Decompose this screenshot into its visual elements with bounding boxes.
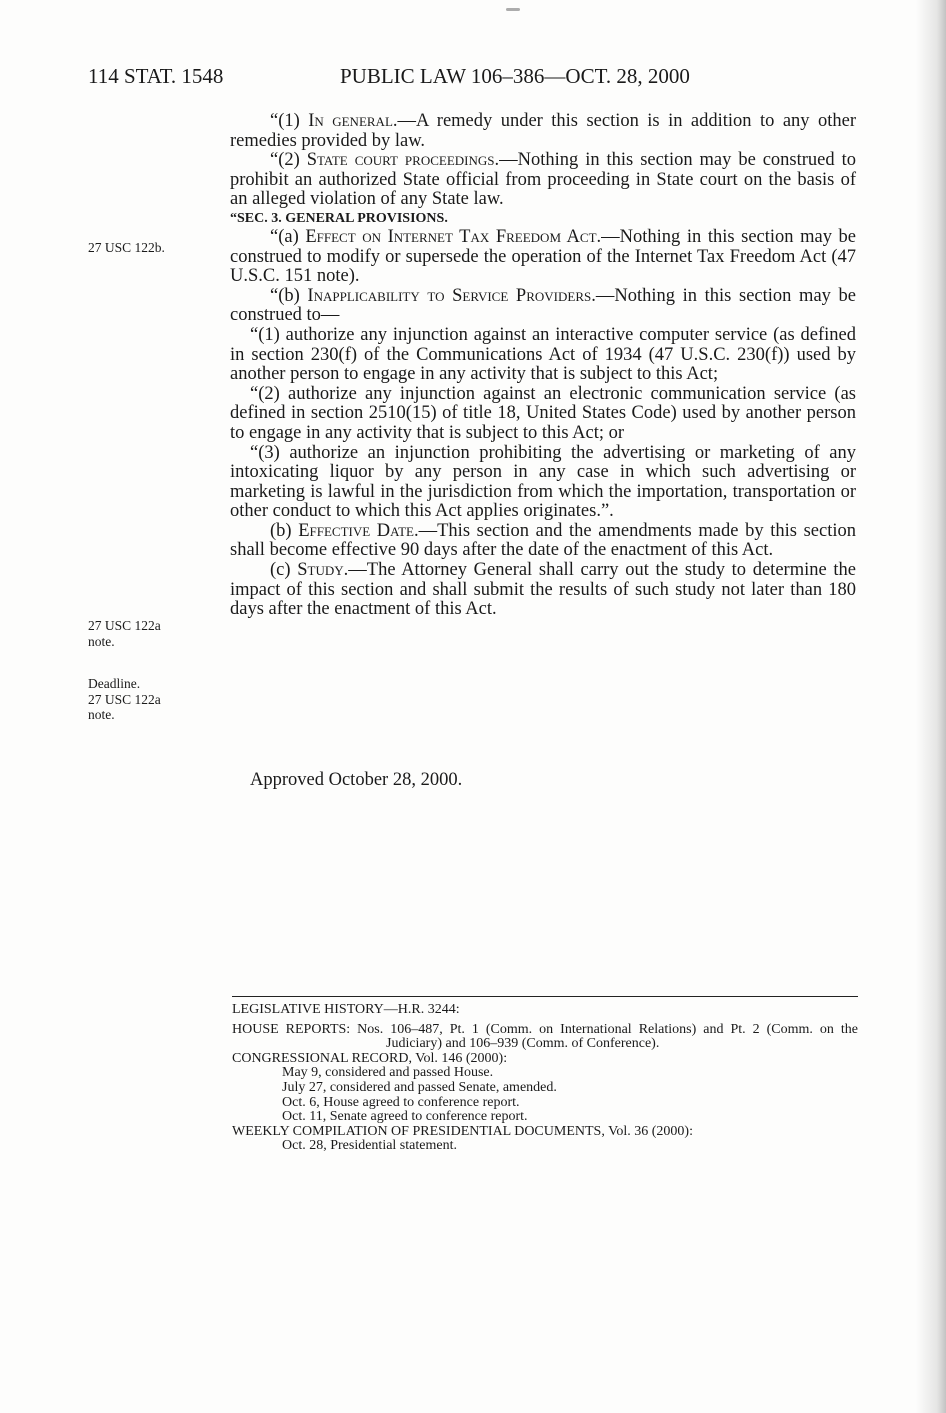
approval-date: Approved October 28, 2000. bbox=[250, 770, 463, 790]
para-text: .—Nothing in this section may be construed to— bbox=[230, 285, 856, 326]
paragraph-effect-itfa bbox=[230, 228, 856, 287]
margin-note-line: note. bbox=[88, 633, 115, 649]
para-number: (c) bbox=[270, 560, 298, 581]
record-entry: Oct. 6, House agreed to conference report. bbox=[282, 1094, 520, 1110]
paragraph-general bbox=[230, 112, 856, 151]
history-title: LEGISLATIVE HISTORY—H.R. 3244: bbox=[232, 1002, 460, 1017]
para-heading: Study bbox=[297, 560, 344, 581]
clause-2: “(2) authorize any injunction against an electronic communication service (as defined in section 2510(15) of title 18, United States Code) used by another person to engage in any activity that is subject to this Act; or bbox=[230, 383, 856, 443]
section-heading: “SEC. 3. GENERAL PROVISIONS. bbox=[230, 210, 448, 226]
para-number: “(2) bbox=[270, 150, 307, 171]
para-heading: Effect on Internet Tax Freedom Act bbox=[305, 226, 597, 247]
weekly-compilation: WEEKLY COMPILATION OF PRESIDENTIAL DOCUMENTS, Vol. 36 (2000): bbox=[232, 1123, 693, 1139]
para-number: “(a) bbox=[270, 226, 306, 247]
margin-note-line: note. bbox=[88, 707, 115, 722]
para-heading: Effective Date bbox=[298, 520, 414, 541]
para-number: (b) bbox=[270, 520, 299, 541]
record-entry: Oct. 11, Senate agreed to conference report. bbox=[282, 1109, 528, 1125]
margin-note-122b bbox=[88, 240, 165, 256]
scan-mark bbox=[506, 8, 520, 11]
paragraph-effective-date bbox=[230, 522, 856, 561]
history-rule bbox=[232, 996, 858, 997]
clause-3: “(3) authorize an injunction prohibiting the advertising or marketing of any intoxicating liquor by any person in any case in which such advertising or marketing is lawful in the jurisdiction from which the importation, transportation or other conduct to which this Act applies originates.”. bbox=[230, 442, 856, 522]
para-heading: In general bbox=[308, 111, 393, 131]
margin-note-line: 27 USC 122b. bbox=[88, 240, 165, 255]
margin-note-line: Deadline. bbox=[88, 676, 141, 691]
margin-note-line: 27 USC 122a bbox=[88, 691, 161, 707]
para-text: .—This section and the amendments made by this section shall become effective 90 days after the date of the enactment of this Act. bbox=[230, 520, 856, 561]
para-heading: Inapplicability to Service Providers bbox=[307, 285, 592, 306]
margin-note-122a bbox=[88, 618, 161, 649]
paragraph-service-providers bbox=[230, 287, 856, 326]
para-text: .—Nothing in this section may be construed to prohibit an authorized State official from proceeding in State court on the basis of an alleged violation of any State law. bbox=[230, 150, 856, 210]
paragraph-state-court bbox=[230, 151, 856, 210]
legislative-history bbox=[232, 996, 858, 1154]
house-reports: HOUSE REPORTS: Nos. 106–487, Pt. 1 (Comm. on International Relations) and Pt. 2 (Comm. on the Judiciary) and 106–939 (Comm. of Conference). bbox=[232, 1021, 858, 1052]
para-number: “(b) bbox=[270, 285, 308, 306]
congressional-record: CONGRESSIONAL RECORD, Vol. 146 (2000): bbox=[232, 1050, 508, 1066]
running-head: PUBLIC LAW 106–386—OCT. 28, 2000 bbox=[340, 64, 690, 88]
clause-1: “(1) authorize any injunction against an interactive computer service (as defined in section 230(f) of the Communications Act of 1934 (47 U.S.C. 230(f)) used by another person to engage in any activity that is subject to this Act; bbox=[230, 324, 856, 385]
record-entry: July 27, considered and passed Senate, amended. bbox=[282, 1079, 557, 1095]
para-text: .—A remedy under this section is in addition to any other remedies provided by law. bbox=[230, 111, 856, 151]
para-heading: State court proceedings bbox=[306, 150, 495, 171]
margin-note-line: 27 USC 122a bbox=[88, 618, 161, 633]
para-text: .—Nothing in this section may be construed to modify or supersede the operation of the Internet Tax Freedom Act (47 U.S.C. 151 note). bbox=[230, 226, 856, 287]
para-number: “(1) bbox=[270, 111, 309, 131]
statute-page-number: 114 STAT. 1548 bbox=[88, 64, 224, 88]
page-edge-shadow bbox=[916, 0, 946, 1413]
weekly-entry: Oct. 28, Presidential statement. bbox=[282, 1138, 457, 1154]
para-text: .—The Attorney General shall carry out the study to determine the impact of this section and shall submit the results of such study not later than 180 days after the enactment of this Act. bbox=[230, 560, 856, 620]
margin-note-deadline bbox=[88, 676, 161, 723]
statute-body bbox=[230, 112, 856, 620]
paragraph-study bbox=[230, 561, 856, 620]
record-entry: May 9, considered and passed House. bbox=[282, 1065, 494, 1081]
